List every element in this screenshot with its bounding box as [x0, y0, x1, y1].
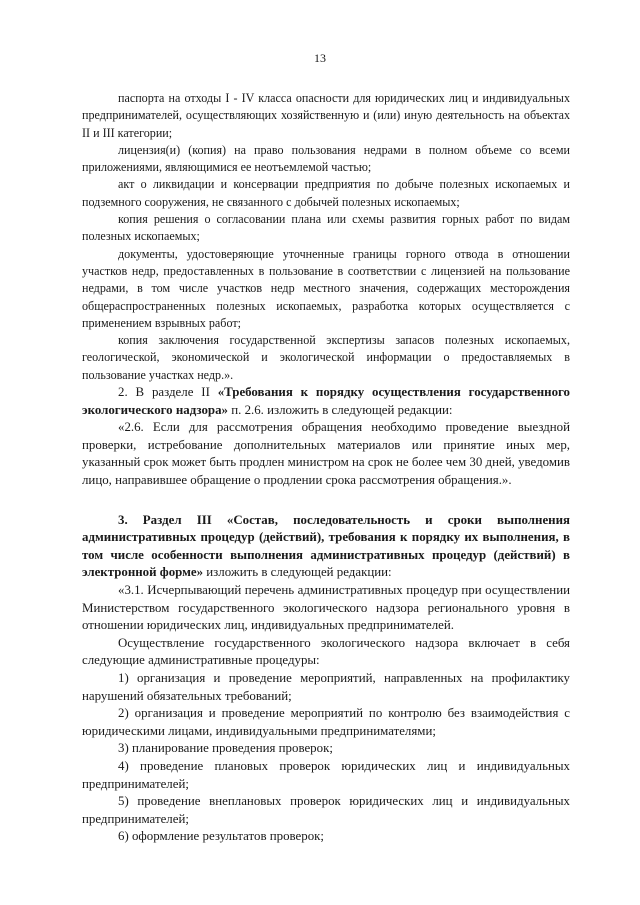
- paragraph-expertise-copy: копия заключения государственной экспертизы запасов полезных ископаемых, геологической, экономической и экологической информации о предоставляемых в пользование участках недр.».: [82, 333, 570, 382]
- section-2-lead: 2. В разделе II: [118, 385, 218, 400]
- section-2-title: «Требования к порядку осуществления государственного экологического надзора»: [82, 385, 570, 417]
- section-3-tail: изложить в следующей редакции:: [203, 565, 392, 580]
- paragraph-waste-passports: паспорта на отходы I - IV класса опасности для юридических лиц и индивидуальных предпринимателей, осуществляющих хозяйственную и (или) иную деятельность на объектах II и III категории;: [82, 91, 570, 140]
- list-item-4: 4) проведение плановых проверок юридических лиц и индивидуальных предпринимателей;: [82, 758, 570, 791]
- paragraph-section-2-amendment: [82, 384, 570, 419]
- list-item-6: 6) оформление результатов проверок;: [118, 829, 325, 844]
- paragraph-mining-plan: копия решения о согласовании плана или схемы развития горных работ по видам полезных ископаемых;: [82, 212, 570, 244]
- list-item-2: 2) организация и проведение мероприятий по контролю без взаимодействия с юридическими лицами, индивидуальными предпринимателями;: [82, 706, 570, 738]
- section-2-tail: п. 2.6. изложить в следующей редакции:: [228, 402, 453, 417]
- paragraph-mining-allotment: документы, удостоверяющие уточненные границы горного отвода в отношении участков недр, предоставленных в пользование в соответствии с лицензией на пользование недрами, в том числе участков недр местного значения, содержащих месторождения общераспространенных полезных ископаемых, разработка которых осуществляется с применением взрывных работ;: [82, 246, 570, 330]
- paragraph-procedures-intro: Осуществление государственного экологического надзора включает в себя следующие административные процедуры:: [82, 635, 570, 668]
- paragraph-section-3-amendment: [82, 512, 570, 582]
- list-item-1: 1) организация и проведение мероприятий, направленных на профилактику нарушений обязательных требований;: [82, 670, 570, 703]
- text-block-1: [82, 90, 570, 846]
- paragraph-license: лицензия(и) (копия) на право пользования недрами в полном объеме со всеми приложениями, являющимися ее неотъемлемой частью;: [82, 142, 570, 175]
- section-3-title: 3. Раздел III «Состав, последовательность и сроки выполнения административных процедур (действий), требования к порядку их выполнения, в том числе особенности выполнения административных процедур (действий) в электронной форме»: [82, 512, 570, 580]
- list-item-3: 3) планирование проведения проверок;: [118, 741, 333, 756]
- paragraph-clause-3-1: «3.1. Исчерпывающий перечень административных процедур при осуществлении Министерством государственного экологического надзора регионального уровня в отношении юридических лиц, индивидуальных предпринимателей.: [82, 582, 570, 633]
- list-item-5: 5) проведение внеплановых проверок юридических лиц и индивидуальных предпринимателей;: [82, 794, 570, 826]
- paragraph-clause-2-6: «2.6. Если для рассмотрения обращения необходимо проведение выездной проверки, истребование дополнительных материалов или принятие иных мер, указанный срок может быть продлен министром на срок не более чем 30 дней, уведомив лицо, направившее обращение о продлении срока рассмотрения обращения.».: [82, 420, 570, 488]
- paragraph-liquidation-act: акт о ликвидации и консервации предприятия по добыче полезных ископаемых и подземного сооружения, не связанного с добычей полезных ископаемых;: [82, 177, 570, 209]
- page-number: 13: [314, 51, 326, 65]
